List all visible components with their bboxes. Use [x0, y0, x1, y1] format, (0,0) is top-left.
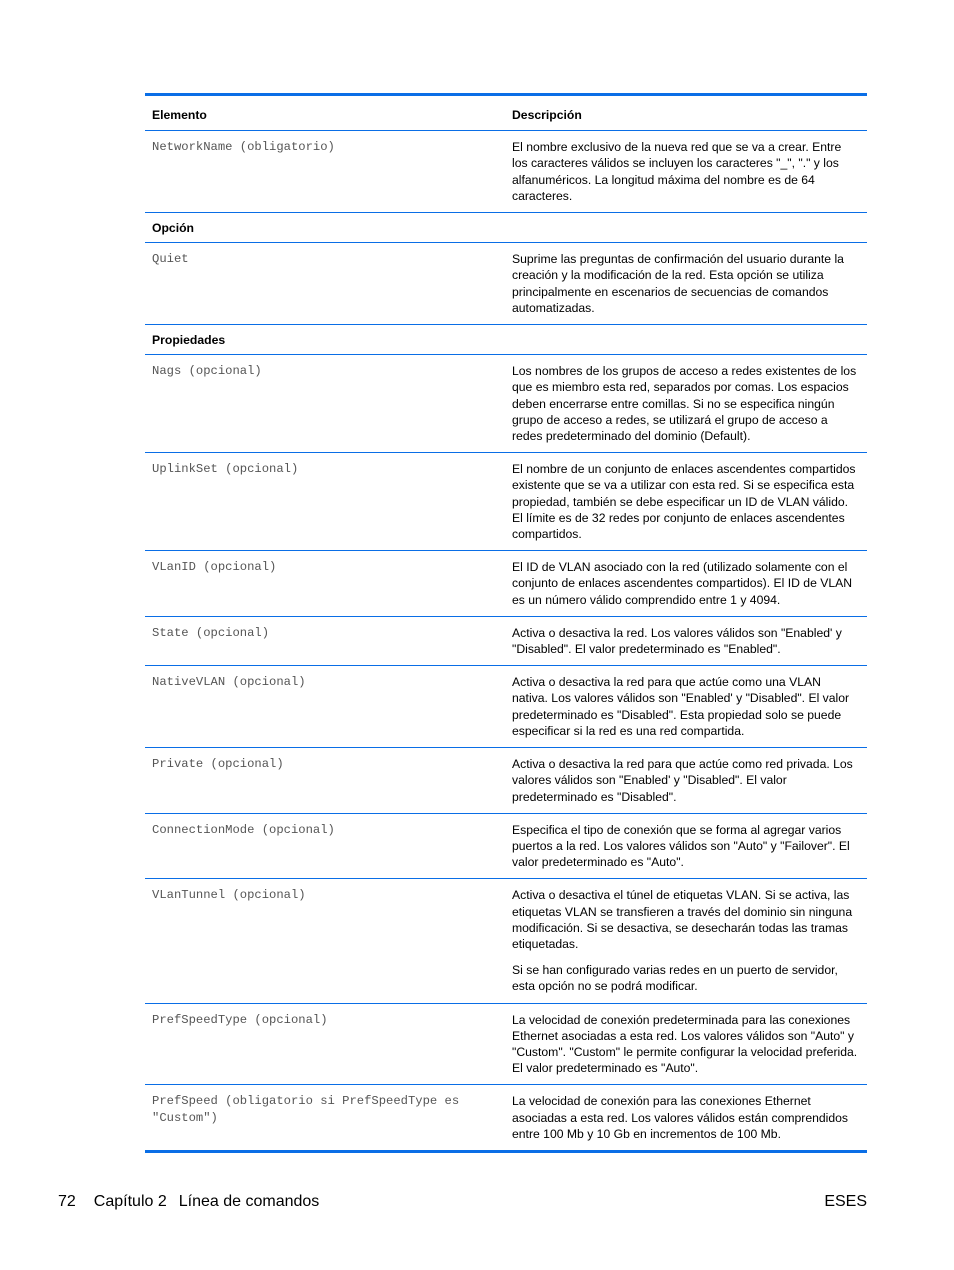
description-paragraph: Los nombres de los grupos de acceso a redes existentes de los que es miembro esta red, separados por comas. Los espacios deben encerrarse entre comillas. Si no se especifica ningún grupo de acceso a redes, se utilizará el grupo de acceso a redes predeterminado del dominio (Default).	[512, 364, 857, 444]
section-heading: Opción	[145, 213, 867, 243]
description-paragraph: La velocidad de conexión para las conexiones Ethernet asociadas a esta red. Los valores válidos están comprendidos entre 100 Mb y 10 Gb en incrementos de 100 Mb.	[512, 1094, 849, 1141]
parameter-name: VLanID (opcional)	[145, 551, 505, 617]
column-header-description: Descripción	[505, 95, 867, 131]
parameter-name: Quiet	[145, 243, 505, 325]
column-header-element: Elemento	[145, 95, 505, 131]
parameter-description	[505, 616, 867, 665]
table-row	[145, 666, 867, 748]
table-row	[145, 551, 867, 617]
table-row	[145, 748, 867, 814]
parameter-name: Private (opcional)	[145, 748, 505, 814]
description-paragraph: El ID de VLAN asociado con la red (utilizado solamente con el conjunto de enlaces ascendentes compartidos). El ID de VLAN es un número válido comprendido entre 1 y 4094.	[512, 560, 853, 607]
parameter-description	[505, 666, 867, 748]
parameter-description	[505, 1085, 867, 1152]
description-paragraph: El nombre de un conjunto de enlaces ascendentes compartidos existente que se va a utilizar con esta red. Si se especifica esta propiedad, también se debe especificar un ID de VLAN válido. El límite es de 32 redes por conjunto de enlaces ascendentes compartidos.	[512, 462, 856, 542]
section-heading: Propiedades	[145, 325, 867, 355]
section-row	[145, 213, 867, 243]
section-row	[145, 325, 867, 355]
table-row	[145, 813, 867, 879]
table-row	[145, 243, 867, 325]
chapter-label: Capítulo 2	[93, 1193, 167, 1210]
parameter-table-container	[145, 93, 867, 1153]
parameter-name: PrefSpeedType (opcional)	[145, 1003, 505, 1085]
parameter-name: NativeVLAN (opcional)	[145, 666, 505, 748]
page-footer	[58, 1192, 867, 1212]
table-row	[145, 1003, 867, 1085]
parameter-name: UplinkSet (opcional)	[145, 453, 505, 551]
locale-code: ESES	[824, 1193, 867, 1210]
parameter-name: NetworkName (obligatorio)	[152, 140, 335, 155]
description-paragraph: Especifica el tipo de conexión que se forma al agregar varios puertos a la red. Los valores válidos son "Auto" y "Failover". El valor predeterminado es "Auto".	[512, 822, 850, 870]
table-row	[145, 355, 867, 453]
parameter-name: VLanTunnel (opcional)	[145, 879, 505, 1003]
table-header-row	[145, 95, 867, 131]
page-number: 72	[58, 1193, 76, 1210]
description-paragraph: Activa o desactiva el túnel de etiquetas VLAN. Si se activa, las etiquetas VLAN se transfieren a través del dominio sin ninguna modificación. Si se desactiva, se desecharán todas las tramas etiquetadas.	[512, 888, 853, 951]
parameter-name: Nags (opcional)	[145, 355, 505, 453]
parameter-description	[505, 243, 867, 325]
description-paragraph: Si se han configurado varias redes en un puerto de servidor, esta opción no se podrá modificar.	[512, 963, 838, 994]
table-row	[145, 131, 867, 213]
chapter-title: Línea de comandos	[178, 1193, 320, 1210]
parameter-description	[505, 131, 867, 213]
parameter-name: PrefSpeed (obligatorio si PrefSpeedType es "Custom")	[145, 1085, 505, 1152]
parameter-description	[505, 748, 867, 814]
description-paragraph: El nombre exclusivo de la nueva red que se va a crear. Entre los caracteres válidos se incluyen los caracteres "_", "." y los alfanuméricos. La longitud máxima del nombre es de 64 caracteres.	[512, 140, 842, 203]
table-row	[145, 453, 867, 551]
parameter-description	[505, 879, 867, 1003]
parameter-description	[505, 453, 867, 551]
table-row	[145, 1085, 867, 1152]
footer-left	[58, 1192, 867, 1212]
description-paragraph: Suprime las preguntas de confirmación del usuario durante la creación y la modificación de la red. Esta opción se utiliza principalmente en escenarios de secuencias de comandos automatizadas.	[512, 252, 844, 315]
table-row	[145, 616, 867, 665]
parameter-description	[505, 813, 867, 879]
description-paragraph: Activa o desactiva la red para que actúe como una VLAN nativa. Los valores válidos son "Enabled' y "Disabled". El valor predeterminado es "Disabled". Esta propiedad solo se puede especificar si la red es una red compartida.	[512, 675, 850, 738]
description-paragraph: Activa o desactiva la red para que actúe como red privada. Los valores válidos son "Enabled' y "Disabled". El valor predeterminado es "Disabled".	[512, 757, 853, 804]
parameter-description	[505, 551, 867, 617]
parameter-description	[505, 355, 867, 453]
table-row	[145, 879, 867, 1003]
parameter-description	[505, 1003, 867, 1085]
table-body	[145, 131, 867, 1152]
description-paragraph: La velocidad de conexión predeterminada para las conexiones Ethernet asociadas a esta red. Los valores válidos son "Auto" y "Custom". "Custom" le permite configurar la velocidad preferida. El valor predeterminado es "Auto".	[512, 1012, 858, 1076]
parameter-name: ConnectionMode (opcional)	[145, 813, 505, 879]
description-paragraph: Activa o desactiva la red. Los valores válidos son "Enabled' y "Disabled". El valor predeterminado es "Enabled".	[512, 625, 842, 657]
parameter-name: State (opcional)	[145, 616, 505, 665]
parameter-table	[145, 93, 867, 1153]
